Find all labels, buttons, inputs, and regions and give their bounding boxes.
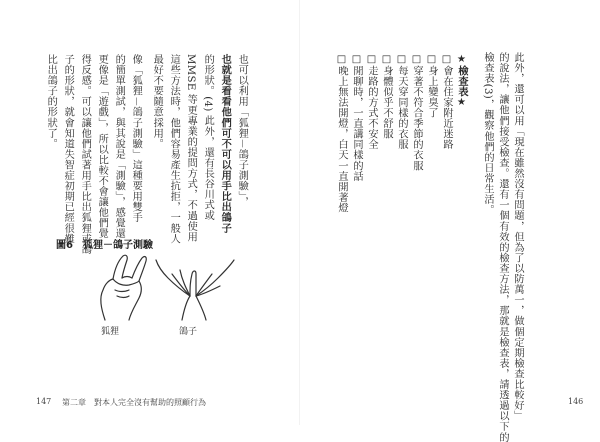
body-line: MMSE 等更專業的提問方式，不過使用 (185, 54, 197, 242)
body-line-emphasis: 也就是看看他們可不可以用手比出鴿子 (219, 54, 231, 234)
checkbox-icon: □ (336, 54, 347, 66)
checkbox-icon: □ (441, 54, 452, 66)
dove-label: 鴿子 (179, 327, 198, 337)
checkbox-icon: □ (381, 54, 392, 66)
checkbox-icon: □ (426, 54, 437, 66)
checklist-item: □晚上無法開燈，白天一直開著燈 (336, 54, 347, 214)
intro-line-1: 此外，還可以用「現在雖然沒有問題，但為了以防萬一，做個定期檢查比較好」 (512, 52, 523, 422)
body-line: 的簡單測試，與其說是「測驗」，感覺還 (113, 54, 125, 239)
intro-line-2: 的說法，讓他們接受檢查。還有一個有效的檢查方法，那就是檢查表，請透過以下的 (497, 52, 508, 442)
body-line: 更像是「遊戲」，所以比較不會讓他們覺 (96, 54, 108, 239)
fox-hand-illustration (85, 252, 155, 322)
checklist-item: □走路的方式不安全 (366, 54, 377, 150)
checklist-item: □閒聊時，一直講同樣的話 (351, 54, 362, 182)
body-line: 比出鴿子的形狀了。 (45, 54, 57, 149)
checklist-item: □穿著不符合季節的衣服 (411, 54, 422, 171)
checkbox-icon: □ (411, 54, 422, 66)
checkbox-icon: □ (396, 54, 407, 66)
body-line: 的形狀。(4) 此外，還有長谷川式或 (202, 54, 214, 221)
body-line: 子的形狀，就會知道失智症初期已經很難 (62, 54, 74, 244)
body-line: 最好不要隨意採用。 (151, 54, 163, 149)
intro-line-3: 檢查表(3)，觀察他們的日常生活。 (482, 52, 493, 216)
gutter-divider (299, 0, 300, 425)
checklist-item: □會在住家附近迷路 (441, 54, 452, 150)
checklist-item: □每天穿同樣的衣服 (396, 54, 407, 150)
checklist-item: □身體似乎不舒服 (381, 54, 392, 140)
dove-hands-illustration (150, 252, 240, 322)
checklist-item: □身上變臭了 (426, 54, 437, 119)
checklist-title: ★檢查表★ (456, 54, 467, 109)
right-page-number: 146 (568, 397, 584, 406)
body-line: 也可以利用「狐狸－鴿子測驗」， (236, 54, 248, 208)
figure-caption: 圖6 狐狸－鴿子測驗 (56, 240, 153, 251)
checkbox-icon: □ (366, 54, 377, 66)
body-line: 這些方法時，他們容易產生抗拒，一般人 (168, 54, 180, 244)
body-line: 像「狐狸－鴿子測驗」這種要用雙手 (130, 54, 142, 223)
running-head: 第二章 對本人完全沒有幫助的照顧行為 (62, 398, 206, 407)
checkbox-icon: □ (351, 54, 362, 66)
left-page-number: 147 (36, 397, 52, 406)
fox-label: 狐狸 (101, 327, 120, 337)
body-line: 得反感。可以讓他們試著用手比出狐狸或鴿 (79, 54, 91, 255)
